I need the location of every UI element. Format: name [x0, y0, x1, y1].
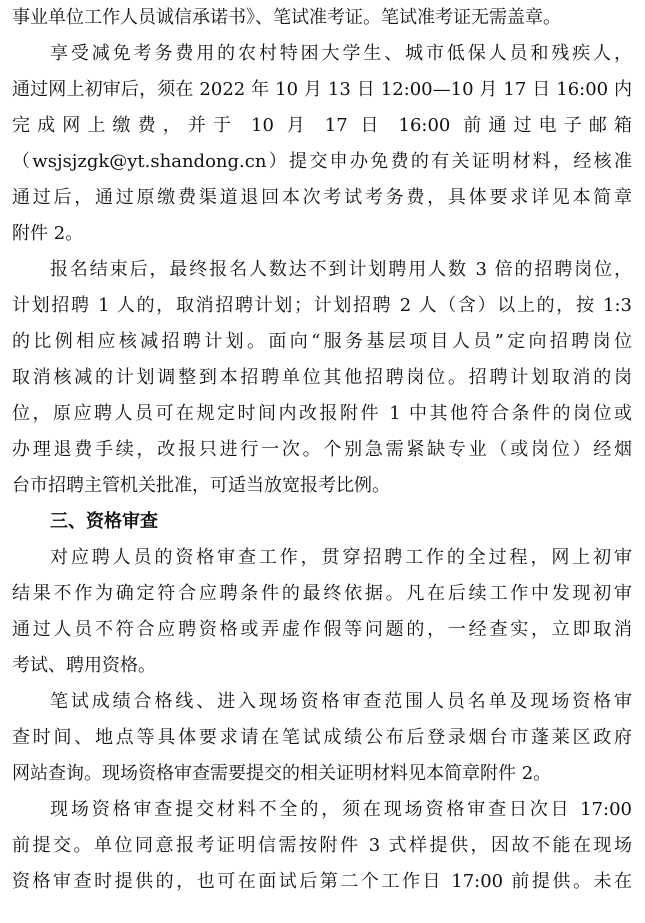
text-line: 的比例相应核减招聘计划。面向“服务基层项目人员”定向招聘岗位: [12, 331, 632, 352]
text-line: 取消核减的计划调整到本招聘单位其他招聘岗位。招聘计划取消的岗: [12, 367, 632, 388]
text-line: 通过人员不符合应聘资格或弄虚作假等问题的，一经查实，立即取消: [12, 619, 632, 640]
text-line: 附件 2。: [12, 223, 84, 244]
text-line: 查时间、地点等具体要求请在笔试成绩公布后登录烟台市蓬莱区政府: [12, 727, 632, 748]
text-line: 位，原应聘人员可在规定时间内改报附件 1 中其他符合条件的岗位或: [12, 403, 632, 424]
text-line: 笔试成绩合格线、进入现场资格审查范围人员名单及现场资格审: [50, 691, 632, 712]
text-line: 资格审查时提供的，也可在面试后第二个工作日 17:00 前提供。未在: [12, 871, 632, 892]
text-line: 通过后，通过原缴费渠道退回本次考试考务费，具体要求详见本简章: [12, 187, 632, 208]
text-line: （wsjsjzgk@yt.shandong.cn）提交申办免费的有关证明材料，经核准: [12, 151, 632, 172]
text-line: 考试、聘用资格。: [12, 655, 156, 676]
text-line: 报名结束后，最终报名人数达不到计划聘用人数 3 倍的招聘岗位，: [50, 259, 632, 280]
text-line: 结果不作为确定符合应聘条件的最终依据。凡在后续工作中发现初审: [12, 583, 632, 604]
text-line: 网站查询。现场资格审查需要提交的相关证明材料见本简章附件 2。: [12, 763, 552, 784]
text-line: 事业单位工作人员诚信承诺书》、笔试准考证。笔试准考证无需盖章。: [12, 7, 561, 28]
text-line: 完成网上缴费，并于 10 月 17 日 16:00 前通过电子邮箱: [12, 115, 632, 136]
text-line: 计划招聘 1 人的，取消招聘计划；计划招聘 2 人（含）以上的，按 1:3: [12, 295, 632, 316]
text-line: 前提交。单位同意报考证明信需按附件 3 式样提供，因故不能在现场: [12, 835, 632, 856]
text-line: 现场资格审查提交材料不全的，须在现场资格审查日次日 17:00: [50, 799, 632, 820]
text-line: 办理退费手续，改报只进行一次。个别急需紧缺专业（或岗位）经烟: [12, 439, 632, 460]
text-line: 通过网上初审后，须在 2022 年 10 月 13 日 12:00—10 月 17 日 16:00 内: [12, 79, 632, 100]
section-heading: 三、资格审查: [50, 511, 158, 532]
text-line: 台市招聘主管机关批准，可适当放宽报考比例。: [12, 475, 390, 496]
text-line: 享受减免考务费用的农村特困大学生、城市低保人员和残疾人，: [50, 43, 632, 64]
text-line: 对应聘人员的资格审查工作，贯穿招聘工作的全过程，网上初审: [50, 547, 632, 568]
